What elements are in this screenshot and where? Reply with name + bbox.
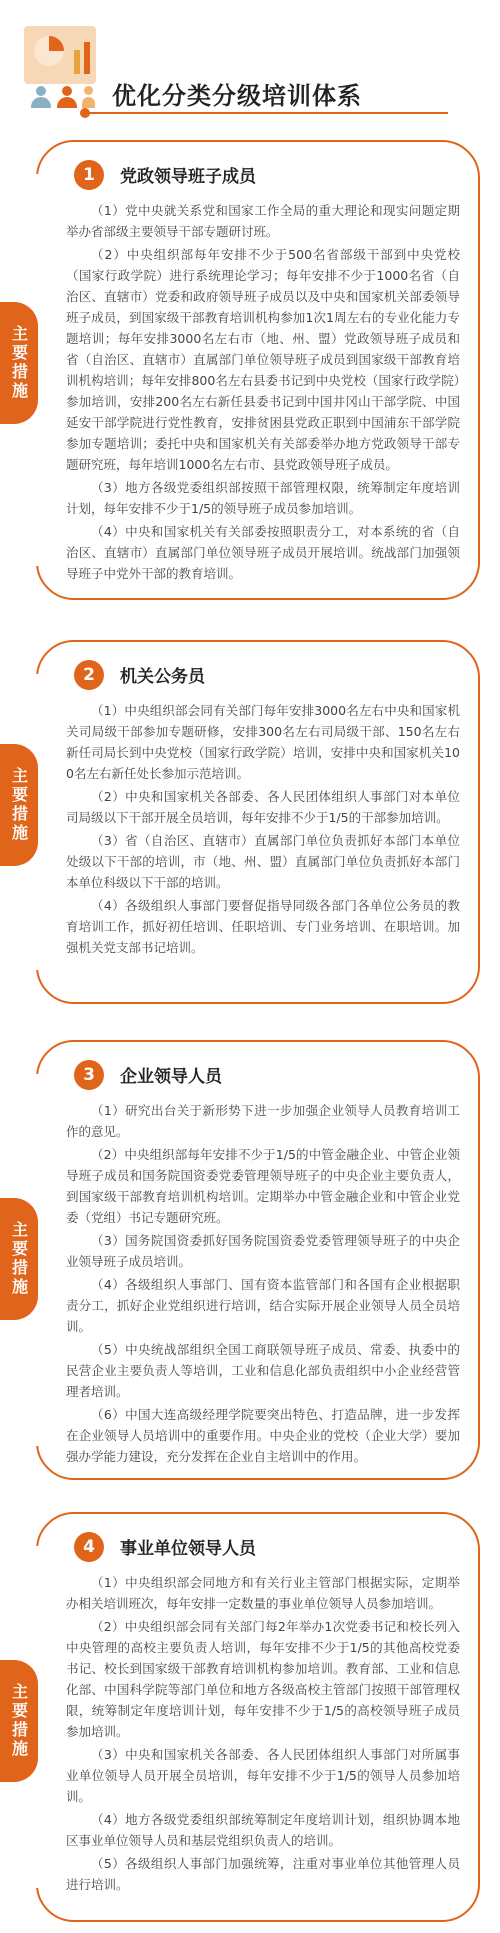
measures-tab: 主要措施 (0, 302, 38, 424)
section-body (66, 1100, 460, 1469)
paragraph: （3）中央和国家机关各部委、各人民团体组织人事部门对所属事业单位领导人员开展全员培训，每年安排不少于1/5的领导人员参加培训。 (66, 1747, 460, 1804)
paragraph: （1）党中央就关系党和国家工作全局的重大理论和现实问题定期举办省部级主要领导干部专题研讨班。 (66, 203, 460, 239)
section-party-leaders (36, 140, 480, 600)
section-number: 4 (74, 1532, 104, 1562)
paragraph: （1）中央组织部会同有关部门每年安排3000名左右中央和国家机关司局级干部参加专题研修，安排300名左右司局级干部、150名左右新任司局长到中央党校（国家行政学院）培训，安排中央和国家机关100名左右新任处长参加示范培训。 (66, 703, 460, 781)
paragraph: （1）研究出台关于新形势下进一步加强企业领导人员教育培训工作的意见。 (66, 1103, 460, 1139)
paragraph: （4）中央和国家机关有关部委按照职责分工，对本系统的省（自治区、直辖市）直属部门单位领导班子成员开展培训。统战部门加强领导班子中党外干部的教育培训。 (66, 524, 460, 581)
chart-board-icon (24, 26, 96, 84)
paragraph: （2）中央组织部每年安排不少于1/5的中管金融企业、中管企业领导班子成员和国务院国资委党委管理领导班子的中央企业主要负责人，到国家级干部教育培训机构培训。定期举办中管金融企业和中管企业党委（党组）书记专题研究班。 (66, 1147, 460, 1225)
person-icon (30, 86, 52, 108)
section-number: 1 (74, 160, 104, 190)
paragraph: （5）中央统战部组织全国工商联领导班子成员、常委、执委中的民营企业主要负责人等培训，工业和信息化部负责组织中小企业经营管理者培训。 (66, 1342, 460, 1399)
people-icon (30, 86, 100, 108)
paragraph: （3）地方各级党委组织部按照干部管理权限，统筹制定年度培训计划，每年安排不少于1/5的领导班子成员参加培训。 (66, 480, 460, 516)
paragraph: （1）中央组织部会同地方和有关行业主管部门根据实际，定期举办相关培训班次，每年安排一定数量的事业单位领导人员参加培训。 (66, 1575, 460, 1611)
section-body (66, 1572, 460, 1897)
section-title: 事业单位领导人员 (120, 1539, 256, 1559)
section-number: 3 (74, 1060, 104, 1090)
title-underline (88, 112, 448, 114)
person-icon (56, 86, 78, 108)
paragraph: （2）中央和国家机关各部委、各人民团体组织人事部门对本单位司局级以下干部开展全员培训，每年安排不少于1/5的干部参加培训。 (66, 789, 460, 825)
paragraph: （2）中央组织部每年安排不少于500名省部级干部到中央党校（国家行政学院）进行系统理论学习；每年安排不少于1000名省（自治区、直辖市）党委和政府领导班子成员以及中央和国家机关部委领导班子成员，到国家级干部教育培训机构参加1次1周左右的专业化能力专题培训；每年安排3000名左右市（地、州、盟）党政领导班子成员和省（自治区、直辖市）直属部门单位领导班子成员到国家级干部教育培训机构培训；每年安排800名左右县委书记到中央党校（国家行政学院）参加培训，安排200名左右新任县委书记到中国井冈山干部学院、中国延安干部学院进行党性教育，安排贫困县党政正职到中国浦东干部学院参加专题培训；委托中央和国家机关有关部委举办地方党政领导干部专题研究班，每年培训1000名左右市、县党政领导班子成员。 (66, 247, 460, 472)
paragraph: （4）地方各级党委组织部统筹制定年度培训计划，组织协调本地区事业单位领导人员和基层党组织负责人的培训。 (66, 1812, 460, 1848)
header (0, 0, 500, 120)
paragraph: （4）各级组织人事部门、国有资本监管部门和各国有企业根据职责分工，抓好企业党组织进行培训，结合实际开展企业领导人员全员培训。 (66, 1277, 460, 1334)
section-title: 企业领导人员 (120, 1067, 222, 1087)
paragraph: （6）中国大连高级经理学院要突出特色、打造品牌，进一步发挥在企业领导人员培训中的重要作用。中央企业的党校（企业大学）要加强办学能力建设，充分发挥在企业自主培训中的作用。 (66, 1407, 460, 1464)
paragraph: （5）各级组织人事部门加强统筹，注重对事业单位其他管理人员进行培训。 (66, 1856, 460, 1892)
section-public-institution-leaders (36, 1512, 480, 1922)
bar-icon (74, 50, 80, 74)
paragraph: （3）国务院国资委抓好国务院国资委党委管理领导班子的中央企业领导班子成员培训。 (66, 1233, 460, 1269)
section-title: 党政领导班子成员 (120, 167, 256, 187)
section-enterprise-leaders (36, 1040, 480, 1480)
page-title: 优化分类分级培训体系 (112, 82, 362, 110)
paragraph: （2）中央组织部会同有关部门每2年举办1次党委书记和校长列入中央管理的高校主要负责人培训，每年安排不少于1/5的其他高校党委书记、校长到国家级干部教育培训机构参加培训。教育部、工业和信息化部、中国科学院等部门单位和地方各级高校主管部门按照干部管理权限，统筹制定年度培训计划，每年安排不少于1/5的高校领导班子成员参加培训。 (66, 1619, 460, 1739)
bar-icon (84, 42, 90, 74)
section-civil-servants (36, 640, 480, 1004)
section-title: 机关公务员 (120, 667, 205, 687)
section-body (66, 200, 460, 586)
paragraph: （4）各级组织人事部门要督促指导同级各部门各单位公务员的教育培训工作，抓好初任培训、任职培训、专门业务培训、在职培训。加强机关党支部书记培训。 (66, 898, 460, 955)
section-number: 2 (74, 660, 104, 690)
person-icon (82, 86, 96, 108)
pie-chart-icon (34, 36, 64, 66)
section-body (66, 700, 460, 960)
measures-tab: 主要措施 (0, 1660, 38, 1782)
paragraph: （3）省（自治区、直辖市）直属部门单位负责抓好本部门本单位处级以下干部的培训，市（地、州、盟）直属部门单位负责抓好本部门本单位科级以下干部的培训。 (66, 833, 460, 890)
measures-tab: 主要措施 (0, 1198, 38, 1320)
measures-tab: 主要措施 (0, 744, 38, 866)
